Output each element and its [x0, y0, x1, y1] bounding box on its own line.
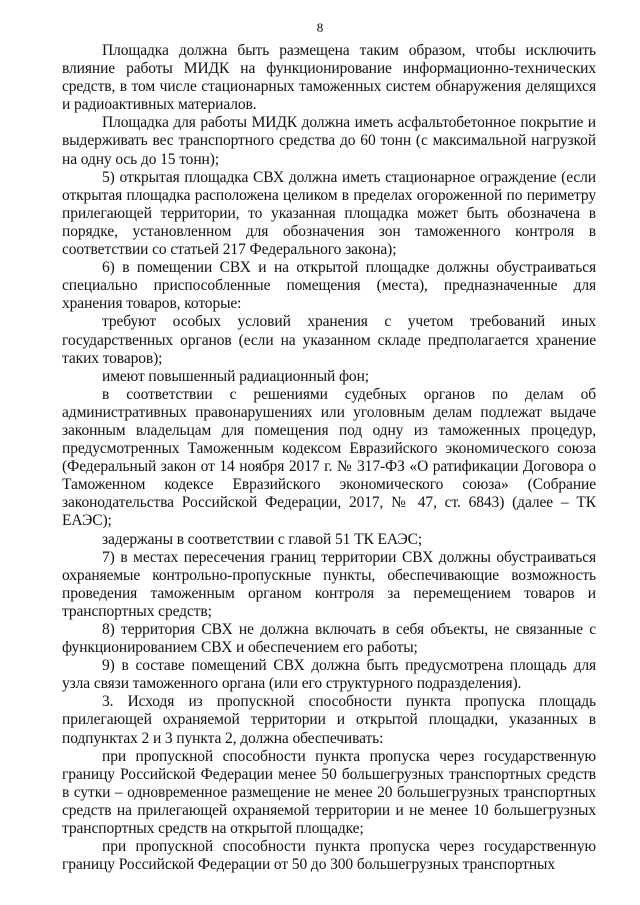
paragraph: при пропускной способности пункта пропуска через государственную границу Российской Федерации менее 50 большегрузных транспортных средств в сутки – одновременное размещение не менее 20 большегрузных транспортных средств на прилегающей охраняемой территории и не менее 10 большегрузных транспортных средств на открытой площадке; [62, 747, 596, 838]
paragraph: Площадка для работы МИДК должна иметь асфальтобетонное покрытие и выдерживать вес транспортного средства до 60 тонн (с максимальной нагрузкой на одну ось до 15 тонн); [62, 114, 596, 168]
paragraph: в соответствии с решениями судебных органов по делам об административных правонарушениях или уголовным делам подлежат выдаче законным владельцам для помещения под одну из таможенных процедур, предусмотренных Таможенным кодексом Евразийского экономического союза (Федеральный закон от 14 ноября 2017 г. № 317-ФЗ «О ратификации Договора о Таможенном кодексе Евразийского экономического союза» (Собрание законодательства Российской Федерации, 2017, № 47, ст. 6843) (далее – ТК ЕАЭС); [62, 385, 596, 530]
paragraph: 7) в местах пересечения границ территории СВХ должны обустраиваться охраняемые контрольно-пропускные пункты, обеспечивающие возможность проведения таможенным органом контроля за перемещением товаров и транспортных средств; [62, 548, 596, 620]
paragraph: при пропускной способности пункта пропуска через государственную границу Российской Федерации от 50 до 300 большегрузных транспортных [62, 838, 596, 874]
paragraph: 3. Исходя из пропускной способности пункта пропуска площадь прилегающей охраняемой территории и открытой площадки, указанных в подпунктах 2 и 3 пункта 2, должна обеспечивать: [62, 693, 596, 747]
paragraph: задержаны в соответствии с главой 51 ТК ЕАЭС; [102, 530, 423, 548]
page-number: 8 [316, 20, 324, 35]
document-body [62, 42, 596, 874]
paragraph: 6) в помещении СВХ и на открытой площадке должны обустраиваться специально приспособленные помещения (места), предназначенные для хранения товаров, которые: [62, 259, 596, 313]
paragraph: 8) территория СВХ не должна включать в себя объекты, не связанные с функционированием СВХ и обеспечением его работы; [62, 621, 596, 657]
paragraph: Площадка должна быть размещена таким образом, чтобы исключить влияние работы МИДК на функционирование информационно-технических средств, в том числе стационарных таможенных систем обнаружения делящихся и радиоактивных материалов. [62, 42, 596, 114]
paragraph: 5) открытая площадка СВХ должна иметь стационарное ограждение (если открытая площадка расположена целиком в пределах огороженной по периметру прилегающей территории, то указанная площадка может быть обозначена в порядке, установленном для обозначения зон таможенного контроля в соответствии со статьей 217 Федерального закона); [62, 168, 596, 259]
paragraph: 9) в составе помещений СВХ должна быть предусмотрена площадь для узла связи таможенного органа (или его структурного подразделения). [62, 657, 596, 693]
paragraph: требуют особых условий хранения с учетом требований иных государственных органов (если на указанном складе предполагается хранение таких товаров); [62, 313, 596, 367]
paragraph: имеют повышенный радиационный фон; [102, 367, 369, 385]
